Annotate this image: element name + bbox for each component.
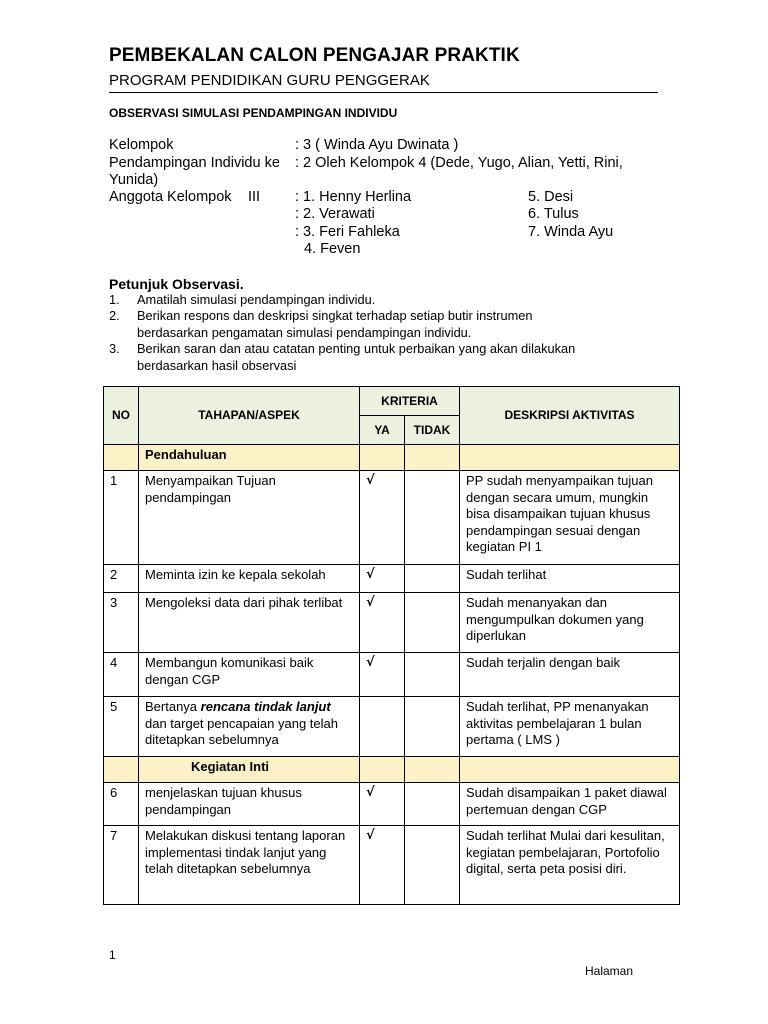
pendampingan-value-cont: Yunida) (109, 172, 159, 188)
row-ya: √ (360, 653, 405, 697)
row-ya (360, 697, 405, 757)
header-kriteria: KRITERIA (360, 387, 460, 416)
header-rule (109, 92, 658, 93)
row-no: 5 (104, 697, 139, 757)
observation-table (103, 386, 680, 905)
member-item: : 1. Henny Herlina (295, 189, 412, 205)
header-ya: YA (360, 416, 405, 445)
step-text: Berikan saran dan atau catatan penting untuk perbaikan yang akan dilakukan (137, 341, 576, 356)
row-aspek-text: dan target pencapaian yang telah ditetapkan sebelumnya (145, 715, 338, 747)
row-aspek: Melakukan diskusi tentang laporan implementasi tindak lanjut yang telah ditetapkan sebelumnya (139, 826, 360, 905)
footer-halaman: Halaman (585, 964, 634, 978)
row-tidak (405, 471, 460, 565)
phase-row (104, 757, 680, 783)
step-text: Amatilah simulasi pendampingan individu. (137, 292, 376, 307)
row-no: 1 (104, 471, 139, 565)
kelompok-label: Kelompok (109, 137, 174, 153)
pendampingan-value: : 2 Oleh Kelompok 4 (Dede, Yugo, Alian, Yetti, Rini, (295, 155, 623, 171)
page-number: 1 (109, 948, 116, 962)
pendampingan-label: Pendampingan Individu ke (109, 155, 280, 171)
row-no: 7 (104, 826, 139, 905)
row-no: 3 (104, 593, 139, 653)
header-no: NO (104, 387, 139, 445)
anggota-label: Anggota Kelompok (109, 189, 232, 205)
step-text: Berikan respons dan deskripsi singkat terhadap setiap butir instrumen (137, 308, 533, 323)
row-ya: √ (360, 783, 405, 826)
member-item: : 3. Feri Fahleka (295, 224, 400, 240)
petunjuk-heading: Petunjuk Observasi. (109, 276, 244, 292)
row-no: 2 (104, 565, 139, 593)
step-text: berdasarkan pengamatan simulasi pendampingan individu. (137, 325, 472, 340)
document-subtitle: PROGRAM PENDIDIKAN GURU PENGGERAK (109, 72, 430, 89)
table-row (104, 565, 680, 593)
row-tidak (405, 653, 460, 697)
row-aspek (139, 697, 360, 757)
member-item: 4. Feven (304, 241, 361, 257)
header-tidak: TIDAK (405, 416, 460, 445)
step-number: 1. (109, 292, 120, 307)
row-ya: √ (360, 826, 405, 905)
row-deskripsi: Sudah terlihat, PP menanyakan aktivitas pembelajaran 1 bulan pertama ( LMS ) (460, 697, 680, 757)
row-deskripsi: Sudah terjalin dengan baik (460, 653, 680, 697)
row-tidak (405, 783, 460, 826)
row-aspek: menjelaskan tujuan khusus pendampingan (139, 783, 360, 826)
table-row (104, 826, 680, 905)
row-deskripsi: Sudah menanyakan dan mengumpulkan dokumen yang diperlukan (460, 593, 680, 653)
row-no: 6 (104, 783, 139, 826)
row-no: 4 (104, 653, 139, 697)
row-ya: √ (360, 471, 405, 565)
member-item: : 2. Verawati (295, 206, 375, 222)
row-ya: √ (360, 593, 405, 653)
row-deskripsi: Sudah disampaikan 1 paket diawal pertemuan dengan CGP (460, 783, 680, 826)
row-deskripsi: Sudah terlihat Mulai dari kesulitan, kegiatan pembelajaran, Portofolio digital, serta peta posisi diri. (460, 826, 680, 905)
row-aspek: Menyampaikan Tujuan pendampingan (139, 471, 360, 565)
anggota-number: III (248, 189, 261, 205)
header-tahapan: TAHAPAN/ASPEK (139, 387, 360, 445)
kelompok-value: : 3 ( Winda Ayu Dwinata ) (295, 137, 459, 153)
row-ya: √ (360, 565, 405, 593)
section-title: OBSERVASI SIMULASI PENDAMPINGAN INDIVIDU (109, 106, 398, 120)
step-text: berdasarkan hasil observasi (137, 358, 297, 373)
table-row (104, 697, 680, 757)
phase-row (104, 445, 680, 471)
phase-pendahuluan: Pendahuluan (139, 445, 360, 471)
row-aspek: Mengoleksi data dari pihak terlibat (139, 593, 360, 653)
member-item: 5. Desi (528, 189, 574, 205)
step-number: 2. (109, 308, 120, 323)
row-tidak (405, 565, 460, 593)
member-item: 6. Tulus (528, 206, 579, 222)
row-deskripsi: Sudah terlihat (460, 565, 680, 593)
row-tidak (405, 826, 460, 905)
row-aspek: Meminta izin ke kepala sekolah (139, 565, 360, 593)
step-number: 3. (109, 341, 120, 356)
phase-kegiatan-inti: Kegiatan Inti (139, 757, 360, 783)
row-aspek-emphasis: rencana tindak lanjut (200, 699, 331, 714)
row-deskripsi: PP sudah menyampaikan tujuan dengan secara umum, mungkin bisa disampaikan tujuan khusus pendampingan sesuai dengan kegiatan PI 1 (460, 471, 680, 565)
row-tidak (405, 697, 460, 757)
document-title: PEMBEKALAN CALON PENGAJAR PRAKTIK (109, 45, 520, 66)
table-row (104, 593, 680, 653)
table-row (104, 783, 680, 826)
table-row (104, 471, 680, 565)
member-item: 7. Winda Ayu (528, 224, 614, 240)
header-deskripsi: DESKRIPSI AKTIVITAS (460, 387, 680, 445)
row-tidak (405, 593, 460, 653)
row-aspek: Membangun komunikasi baik dengan CGP (139, 653, 360, 697)
table-row (104, 653, 680, 697)
row-aspek-text: Bertanya (145, 699, 198, 714)
